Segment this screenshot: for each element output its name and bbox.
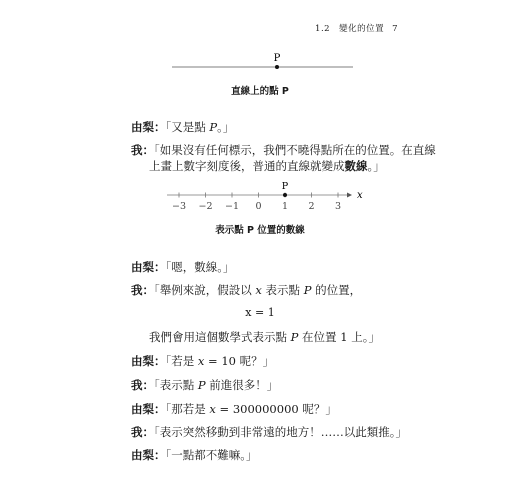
math-var: x — [255, 283, 262, 297]
line-text: 「一點都不難嘛。」 — [165, 448, 258, 462]
line-text: 「舉例來說，假設以 — [154, 283, 256, 297]
line-text: 「嗯，數線。」 — [165, 260, 235, 274]
point-p-on-line — [283, 193, 287, 197]
tick-group — [172, 193, 341, 213]
figure1-caption: 直線上的點 P — [231, 86, 289, 97]
section-title: 1.2 變化的位置 — [315, 24, 385, 34]
tick-label: −2 — [198, 201, 213, 212]
tick-label: −1 — [224, 201, 240, 212]
axis-arrow — [347, 193, 352, 198]
speaker: 由梨： — [131, 402, 166, 416]
page-number: 7 — [392, 24, 398, 34]
dialog-line-9 — [131, 424, 407, 440]
math-var: P — [209, 120, 218, 134]
line-text: 「如果沒有任何標示，我們不曉得點所在的位置。在直線 — [154, 143, 436, 157]
line-text: 「那若是 — [165, 402, 210, 416]
line-text: 表示點 — [261, 283, 304, 297]
tick-label: 0 — [255, 201, 262, 212]
dialog-line-10 — [131, 447, 258, 463]
tick-label: −3 — [171, 201, 187, 212]
dialog-line-6 — [131, 353, 274, 369]
line-text: 前進很多！」 — [205, 378, 279, 392]
math-var: P — [290, 330, 299, 344]
line-text: 我們會用這個數學式表示點 — [149, 330, 291, 344]
math-var: P — [197, 378, 206, 392]
tick-label: 3 — [334, 201, 342, 212]
speaker: 我： — [131, 283, 154, 297]
speaker: 由梨： — [131, 120, 166, 134]
line-text: 在位置 1 上。」 — [298, 330, 380, 344]
line-text: = 10 呢？」 — [204, 354, 275, 368]
dialog-line-7 — [131, 377, 278, 393]
line-text: 「若是 — [165, 354, 198, 368]
math-var: x — [209, 402, 216, 416]
speaker: 由梨： — [131, 354, 166, 368]
tick-label: 2 — [308, 201, 315, 212]
speaker: 由梨： — [131, 260, 166, 274]
speaker: 由梨： — [131, 448, 166, 462]
dialog-line-5 — [149, 329, 380, 345]
speaker: 我： — [131, 425, 154, 439]
line-text: = 300000000 呢？」 — [215, 402, 337, 416]
figure2-caption: 表示點 P 位置的數線 — [215, 225, 305, 236]
line-text: 。」 — [367, 159, 385, 173]
axis-label-x: x — [357, 190, 363, 201]
math-var: x — [197, 354, 205, 368]
line-text: 「表示突然移動到非常遠的地方！……以此類推。」 — [154, 425, 407, 439]
dialog-line-3 — [131, 259, 235, 275]
tick-label: 1 — [281, 201, 289, 212]
equation: x = 1 — [245, 306, 275, 319]
figure-number-line — [0, 0, 520, 240]
line-text: 上畫上數字刻度後，普通的直線就變成 — [149, 159, 345, 173]
line-text: 。」 — [217, 120, 235, 134]
dialog-line-4 — [131, 282, 361, 298]
term-number-line: 數線 — [344, 159, 368, 173]
line-text: 的位置， — [311, 283, 362, 297]
point-p-label: P — [273, 53, 281, 64]
speaker: 我： — [131, 143, 154, 157]
line-text: 「又是點 — [165, 120, 210, 134]
speaker: 我： — [131, 378, 154, 392]
math-var: P — [303, 283, 312, 297]
dialog-line-8 — [131, 401, 337, 417]
point-p-label: P — [281, 181, 289, 192]
line-text: 「表示點 — [154, 378, 198, 392]
